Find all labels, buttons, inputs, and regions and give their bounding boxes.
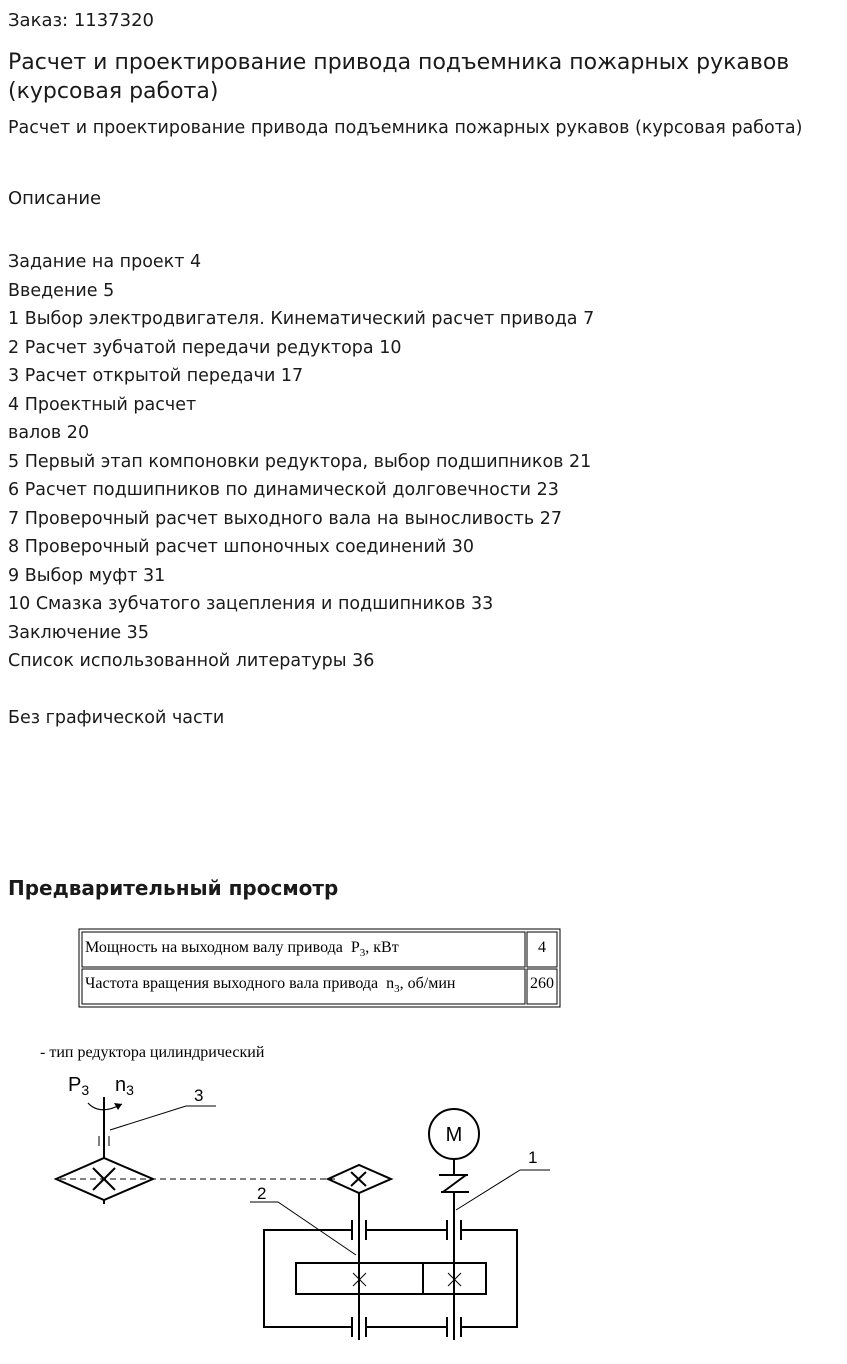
toc-item: 8 Проверочный расчет шпоночных соединений 30 [8,537,475,557]
callout-2: 2 [257,1184,267,1203]
toc-item: Введение 5 [8,280,115,301]
table-row-speed-value: 260 [530,975,554,992]
motor-label: M [445,1124,463,1146]
table-row-power-value: 4 [538,939,546,956]
toc-item: 5 Первый этап компоновки редуктора, выбор подшипников 21 [8,451,592,472]
preview-image [0,920,847,1364]
toc-item: 2 Расчет зубчатой передачи редуктора 10 [8,337,402,358]
preview-heading: Предварительный просмотр [8,876,339,900]
toc-item: 4 Проектный расчет [8,394,197,415]
toc-item: 10 Смазка зубчатого зацепления и подшипников 33 [8,594,494,614]
table-row-power-label: Мощность на выходном валу привода $P_3$, кВт [85,939,399,959]
kinematic-scheme [56,1097,550,1340]
callout-3: 3 [194,1086,204,1105]
table-of-contents [8,248,594,676]
toc-item: 9 Выбор муфт 31 [8,565,166,586]
order-number: Заказ: 1137320 [8,10,154,31]
reducer-type-note: - тип редуктора цилиндрический [40,1044,265,1061]
label-power: $P_3$ [68,1074,90,1098]
page-title: Расчет и проектирование привода подъемника пожарных рукавов (курсовая работа) [8,50,790,104]
toc-item: 7 Проверочный расчет выходного вала на выносливость 27 [8,508,563,529]
description-heading: Описание [8,188,102,209]
toc-item: Задание на проект 4 [8,252,202,272]
toc-item: 1 Выбор электродвигателя. Кинематический расчет привода 7 [8,309,595,329]
no-graphics-note: Без графической части [8,708,225,728]
toc-item: Заключение 35 [8,622,149,643]
toc-item: 3 Расчет открытой передачи 17 [8,366,304,386]
toc-item: 6 Расчет подшипников по динамической долговечности 23 [8,480,559,500]
page-subtitle: Расчет и проектирование привода подъемника пожарных рукавов (курсовая работа) [8,118,803,138]
callout-1: 1 [528,1148,538,1167]
table-row-speed-label: Частота вращения выходного вала привода $n_3$, об/мин [85,975,456,995]
label-speed: $n_3$ [115,1074,134,1098]
toc-item: валов 20 [8,423,90,443]
toc-item: Список использованной литературы 36 [8,651,375,671]
